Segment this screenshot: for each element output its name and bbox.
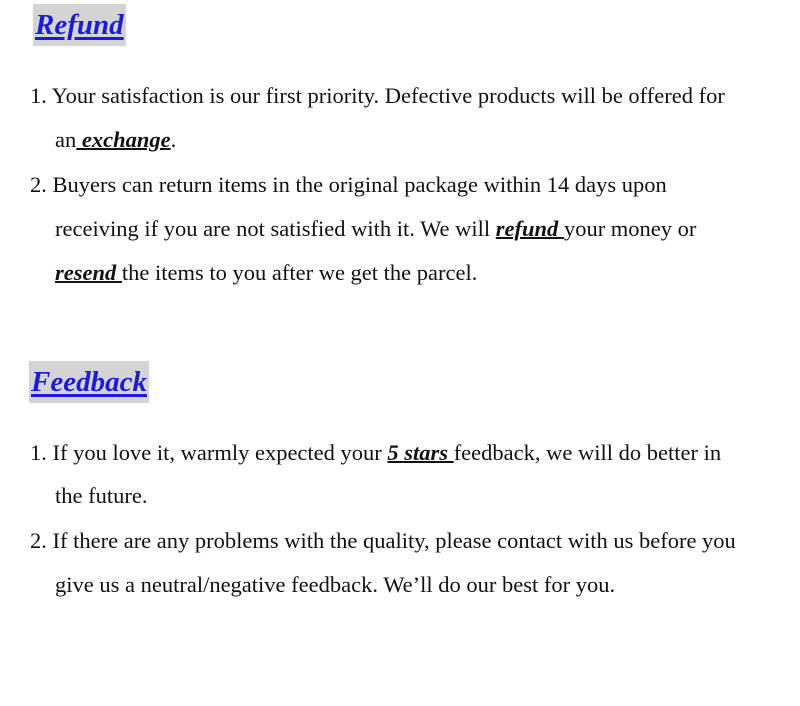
refund-heading-text: Refund <box>35 9 124 41</box>
feedback-heading-text: Feedback <box>31 366 147 398</box>
five-stars-emphasis: 5 stars <box>387 440 454 465</box>
text: receiving if you are not satisfied with it. We will <box>55 216 496 241</box>
feedback-item-2-line-2: give us a neutral/negative feedback. We’ll do our best for you. <box>55 572 616 597</box>
resend-emphasis: resend <box>55 260 122 285</box>
text: . <box>170 127 177 152</box>
text: feedback, we will do better in <box>453 440 722 465</box>
refund-emphasis: refund <box>495 216 564 241</box>
exchange-emphasis: exchange <box>76 127 171 152</box>
feedback-item-1-line-2: the future. <box>55 483 148 508</box>
text: the items to you after we get the parcel. <box>121 260 478 285</box>
refund-item-1-line-2 <box>55 126 176 154</box>
feedback-item-2-line-1: 2. If there are any problems with the quality, please contact with us before you <box>30 528 736 553</box>
text: your money or <box>563 216 697 241</box>
feedback-item-1-line-1 <box>30 439 721 467</box>
text: an <box>55 127 77 152</box>
text: 1. If you love it, warmly expected your <box>30 440 388 465</box>
refund-item-2-line-3 <box>55 259 477 287</box>
feedback-heading <box>29 361 149 403</box>
refund-item-2-line-1: 2. Buyers can return items in the original package within 14 days upon <box>30 172 667 197</box>
refund-item-1-line-1: 1. Your satisfaction is our first priority. Defective products will be offered for <box>30 83 725 108</box>
refund-item-2-line-2 <box>55 215 696 243</box>
refund-heading <box>33 4 126 46</box>
